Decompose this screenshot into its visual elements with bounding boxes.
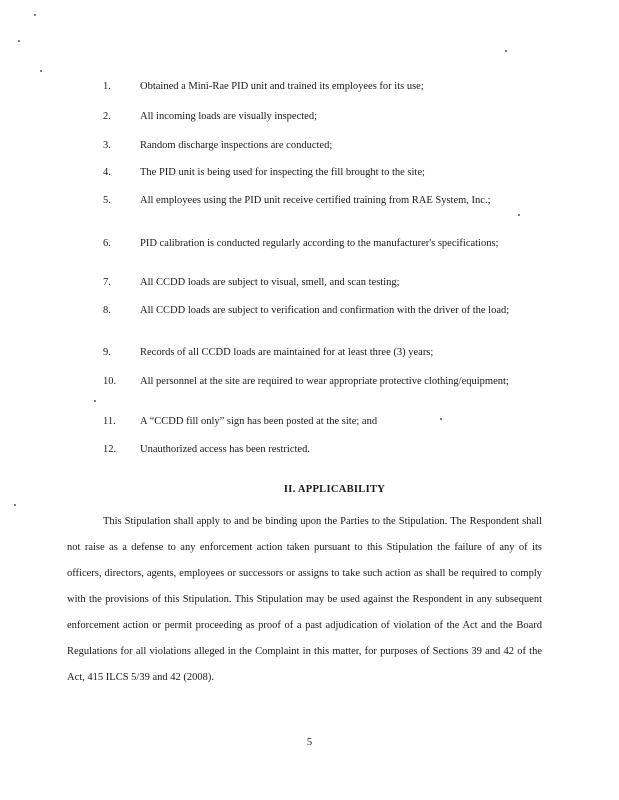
section-heading: II. APPLICABILITY: [283, 484, 386, 495]
list-text: Obtained a Mini-Rae PID unit and trained its employees for its use;: [140, 81, 424, 92]
list-number: 9.: [103, 347, 111, 358]
list-text: The PID unit is being used for inspecting the fill brought to the site;: [140, 167, 425, 178]
list-text: All CCDD loads are subject to visual, smell, and scan testing;: [140, 277, 400, 288]
list-number: 8.: [103, 305, 111, 316]
list-number: 1.: [103, 81, 111, 92]
scan-speck: [94, 400, 96, 402]
paragraph-text: This Stipulation shall apply to and be binding upon the Parties to the Stipulation. The Respondent shall not raise as a defense to any enforcement action taken pursuant to this Stipulation the failure of any of its officers, directors, agents, employees or successors or assigns to take such action as shall be required to comply with the provisions of this Stipulation. This Stipulation may be used against the Respondent in any subsequent enforcement action or permit proceeding as proof of a past adjudication of violation of the Act and the Board Regulations for all violations alleged in the Complaint in this matter, for purposes of Sections 39 and 42 of the Act, 415 ILCS 5/39 and 42 (2008).: [67, 516, 542, 683]
list-text: All personnel at the site are required to wear appropriate protective clothing/equipment;: [140, 376, 509, 387]
list-text: Unauthorized access has been restricted.: [140, 444, 310, 455]
list-text: A “CCDD fill only” sign has been posted at the site; and: [140, 416, 378, 427]
list-text: All incoming loads are visually inspected;: [140, 111, 318, 122]
scan-speck: [505, 50, 507, 52]
list-number: 12.: [103, 444, 117, 455]
list-number: 3.: [103, 140, 111, 151]
scan-speck: [40, 70, 42, 72]
list-number: 5.: [103, 195, 111, 206]
scan-speck: [34, 14, 36, 16]
scan-speck: [18, 40, 20, 42]
list-text: Random discharge inspections are conducted;: [140, 140, 333, 151]
list-number: 10.: [103, 376, 117, 387]
list-text: All employees using the PID unit receive certified training from RAE System, Inc.;: [140, 195, 491, 206]
list-text: Records of all CCDD loads are maintained for at least three (3) years;: [140, 347, 434, 358]
applicability-paragraph: [67, 509, 542, 691]
page-number: 5: [306, 737, 313, 748]
scan-speck: [14, 504, 16, 506]
list-text: All CCDD loads are subject to verification and confirmation with the driver of the load;: [140, 305, 510, 316]
list-text: PID calibration is conducted regularly according to the manufacturer's specifications;: [140, 238, 499, 249]
list-number: 11.: [103, 416, 116, 427]
list-number: 2.: [103, 111, 111, 122]
list-number: 4.: [103, 167, 111, 178]
scan-speck: [518, 214, 520, 216]
list-number: 7.: [103, 277, 111, 288]
scan-speck: [440, 418, 442, 420]
list-number: 6.: [103, 238, 111, 249]
